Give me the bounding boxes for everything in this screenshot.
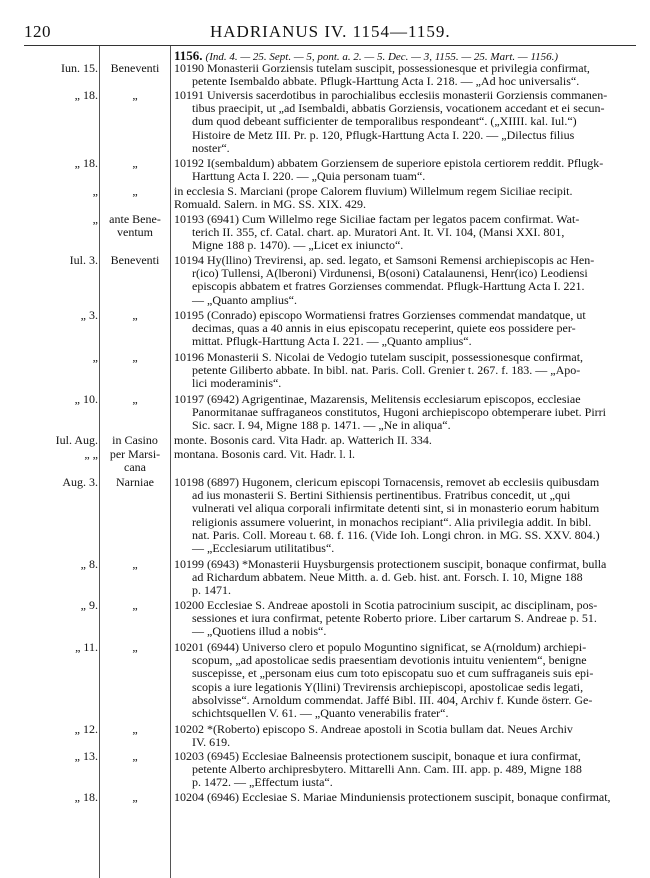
entry-text-line: monte. Bosonis card. Vita Hadr. ap. Watterich II. 334.: [174, 434, 432, 447]
entry-text: [174, 254, 637, 307]
entry-text-line: in ecclesia S. Marciani (prope Calorem fluvium) Willelmum regem Siciliae recipit.: [174, 185, 573, 198]
entry-place: [101, 309, 169, 322]
entry-text-line: tibus praecipit, ut „ad Isembaldi, abbatis Gorziensis, vocationem accedant et ei secun-: [192, 102, 605, 116]
entry-place: [101, 254, 169, 267]
entry-text-line: vulnerati vel aliqua corporali infirmitate detenti sint, si in monasterio eorum habitum: [192, 502, 600, 516]
entry-text-line: montana. Bosonis card. Vit. Hadr. l. l.: [174, 448, 356, 461]
entry-text-line: 10192 I(sembaldum) abbatem Gorziensem de superiore epistola certiorem reddit. Pflugk-: [174, 157, 604, 170]
entry-place: [101, 750, 169, 763]
entry-place: [101, 351, 169, 364]
entry-text-line: lici moderaminis“.: [192, 377, 282, 391]
entry-text-line: 10196 Monasterii S. Nicolai de Vedogio tutelam suscipit, possessionesque confirmat,: [174, 351, 584, 364]
entry-text-line: ad ius monasterii S. Bertini Sithiensis pertinentibus. Fratribus concedit, ut „qui: [192, 489, 571, 503]
entry-place-line: „: [132, 640, 138, 654]
entry-text-line: 10195 (Conrado) episcopo Wormatiensi fratres Gorzienses commendat mandatque, ut: [174, 309, 586, 322]
entry-text-line: dum quod debeant sufficienter de temporalibus respondeant“. („XIIII. kal. Iul.“): [192, 115, 577, 129]
entry-text-line: 10200 Ecclesiae S. Andreae apostoli in Scotia patrocinium suscipit, ac disciplinam, pos-: [174, 599, 598, 612]
entry-place: [101, 791, 169, 804]
entry-date: Iul. Aug.: [55, 433, 98, 447]
entry-text-line: ad Richardum abbatem. Neue Mitth. a. d. Geb. hist. ant. Forsch. I. 10, Migne 188: [192, 571, 583, 585]
entry-date: Iun. 15.: [61, 61, 98, 75]
entry-text-line: terich II. 355, cf. Catal. chart. ap. Muratori Ant. It. VI. 104, (Mansi XXI. 801,: [192, 226, 565, 240]
entry-place-line: „: [132, 598, 138, 612]
entry-text: [174, 476, 637, 555]
entry-date: „ 13.: [74, 749, 98, 763]
entry-place-line: cana: [124, 460, 146, 475]
column-divider-date: [99, 46, 100, 878]
entry-text-line: 10190 Monasterii Gorziensis tutelam suscipit, possessionesque et privilegia confirmat,: [174, 62, 590, 75]
entry-text: [174, 558, 637, 598]
entry-text: [174, 448, 637, 461]
entry-place-line: „: [132, 722, 138, 736]
page-number: 120: [24, 22, 51, 41]
entry-text-line: petente Isembaldo abbate. Pflugk-Harttung Acta I. 218. — „Ad hoc universalis“.: [192, 75, 580, 89]
entry-place: [101, 434, 169, 447]
entry-text-line: mittat. Pflugk-Harttung Acta I. 221. — „Quanto amplius“.: [192, 335, 472, 349]
entry-date: „ 18.: [74, 790, 98, 804]
entry-text-line: Romuald. Salern. in MG. SS. XIX. 429.: [174, 198, 366, 212]
entry-date: „: [92, 184, 98, 198]
entry-text-line: Histoire de Metz III. Pr. p. 120, Pflugk-Harttung Acta I. 220. — „Dilectus filius: [192, 128, 575, 142]
running-header: [0, 22, 650, 42]
entry-text: [174, 351, 637, 391]
entry-text-line: — „Quanto amplius“.: [192, 293, 297, 307]
entry-date: „ „: [84, 447, 98, 461]
entry-place: [101, 89, 169, 102]
entry-text-line: nat. Paris. Coll. Moreau t. 68. f. 116. (Vide Ioh. Longi chron. in MG. SS. XXV. 804.): [192, 528, 600, 542]
entry-text-line: religionis assumere voluerint, in monachos recipiant“. Alia privilegia addit. In bibl.: [192, 515, 592, 529]
entry-text-line: r(ico) Tullensi, A(lberoni) Virdunensi, B(osoni) Catalaunensi, Henr(ico) Leodiensi: [192, 267, 588, 281]
entry-text-line: Panormitanae suffraganeos constitutos, Hugoni archiepiscopo obtemperare iubet. Pirri: [192, 406, 606, 420]
year-number: 1156.: [174, 48, 203, 63]
entry-text: [174, 393, 637, 433]
entry-text-line: p. 1471.: [192, 584, 231, 598]
entry-date: „ 18.: [74, 88, 98, 102]
entry-date: „ 8.: [80, 557, 98, 571]
entry-text-line: decimas, quas a 40 annis in eius episcopatu receperint, quiete eos possidere per-: [192, 322, 576, 336]
entry-text-line: p. 1472. — „Effectum iusta“.: [192, 776, 333, 790]
year-details: (Ind. 4. — 25. Sept. — 5, pont. a. 2. — 5. Dec. — 3, 1155. — 25. Mart. — 1156.): [205, 51, 559, 63]
entry-text-line: scopum, „ad apostolicae sedis praesentiam devotionis intuitu venientem“, benigne: [192, 654, 587, 668]
entry-text: [174, 750, 637, 790]
entry-text-line: suscepisse, et „personam eius cum toto episcopatu suo et cum suffraganeis suis epi-: [192, 667, 594, 681]
entry-place: [101, 448, 169, 474]
entry-text-line: 10193 (6941) Cum Willelmo rege Siciliae factam per legatos pacem confirmat. Wat-: [174, 213, 580, 226]
entry-place-line: „: [132, 308, 138, 322]
entry-place-line: per Marsi-: [109, 447, 161, 461]
entry-text: [174, 89, 637, 155]
entry-date: Aug. 3.: [62, 475, 98, 489]
header-rule: [24, 45, 636, 46]
entry-place-line: ventum: [117, 225, 153, 240]
entry-text-line: IV. 619.: [192, 736, 231, 750]
entry-place: [101, 213, 169, 239]
entry-text-line: 10203 (6945) Ecclesiae Balneensis protectionem suscipit, bonaque et iura confirmat,: [174, 750, 581, 763]
entry-place: [101, 393, 169, 406]
entry-place: [101, 185, 169, 198]
entry-place-line: „: [132, 350, 138, 364]
entry-text: [174, 434, 637, 447]
entry-text-line: 10199 (6943) *Monasterii Huysburgensis protectionem suscipit, bonaque confirmat, bulla: [174, 558, 607, 571]
column-divider-place: [170, 46, 171, 878]
entry-place: [101, 157, 169, 170]
entry-date: Iul. 3.: [69, 253, 98, 267]
entry-text-line: sessiones et iura confirmat, petente Roberto priore. Liber cartarum S. Andreae p. 51.: [192, 612, 597, 626]
entry-place-line: „: [132, 156, 138, 170]
entry-text-line: absolvisse“. Arnoldum commendat. Jaffé Bibl. III. 404, Archiv f. Kunde österr. Ge-: [192, 693, 593, 707]
entry-text-line: petente Alberto archipresbytero. Mittarelli Ann. Cam. III. app. p. 489, Migne 188: [192, 763, 582, 777]
entry-text-line: 10194 Hy(llino) Trevirensi, ap. sed. legato, et Samsoni Remensi archiepiscopis ac Hen-: [174, 254, 595, 267]
entry-text: [174, 791, 637, 804]
entry-place-line: Beneventi: [110, 61, 160, 75]
entry-text-line: episcopis abbatem et fratres Gorzienses commendat. Pflugk-Harttung Acta I. 221.: [192, 280, 585, 294]
entry-text: [174, 723, 637, 749]
entry-place-line: Beneventi: [110, 253, 160, 267]
entry-date: „: [92, 212, 98, 226]
entry-text-line: — „Ecclesiarum utilitatibus“.: [192, 542, 335, 556]
entry-text-line: Harttung Acta I. 220. — „Quia personam tuam“.: [192, 170, 426, 184]
entry-text-line: noster“.: [192, 141, 230, 155]
entry-date: „ 10.: [74, 392, 98, 406]
entry-place-line: „: [132, 184, 138, 198]
entry-place-line: „: [132, 557, 138, 571]
entry-text-line: — „Quotiens illud a nobis“.: [192, 625, 327, 639]
entry-place: [101, 723, 169, 736]
entry-place-line: „: [132, 749, 138, 763]
entry-place-line: Narniae: [116, 475, 154, 489]
entry-place: [101, 599, 169, 612]
entry-date: „ 9.: [80, 598, 98, 612]
entry-text-line: 10198 (6897) Hugonem, clericum episcopi Tornacensis, removet ab ecclesiis quibusdam: [174, 476, 600, 489]
entry-date: „: [92, 350, 98, 364]
entry-date: „ 3.: [80, 308, 98, 322]
entry-text: [174, 213, 637, 253]
entry-text: [174, 62, 637, 88]
entry-place-line: „: [132, 88, 138, 102]
entry-text-line: 10202 *(Roberto) episcopo S. Andreae apostoli in Scotia bullam dat. Neues Archiv: [174, 723, 573, 736]
entry-place-line: „: [132, 790, 138, 804]
entry-place-line: ante Bene-: [109, 212, 161, 226]
entry-date: „ 11.: [75, 640, 98, 654]
entry-place: [101, 641, 169, 654]
entry-text-line: petente Giliberto abbate. In bibl. nat. Paris. Coll. Grenier t. 267. f. 183. — „Apo-: [192, 364, 581, 378]
entry-date: „ 12.: [74, 722, 98, 736]
entry-place-line: „: [132, 392, 138, 406]
entry-text-line: scopis a iure legationis Y(llini) Trevirensis archiepiscopi, apostolicae sedis legati,: [192, 680, 584, 694]
entry-place: [101, 62, 169, 75]
entry-place: [101, 558, 169, 571]
entry-date: „ 18.: [74, 156, 98, 170]
entry-text-line: 10197 (6942) Agrigentinae, Mazarensis, Melitensis ecclesiarum episcopos, ecclesiae: [174, 393, 581, 406]
entry-text-line: schichtsquellen V. 61. — „Quanto venerabilis frater“.: [192, 707, 449, 721]
entry-text: [174, 599, 637, 639]
entry-text-line: 10191 Universis sacerdotibus in parochialibus ecclesiis monasterii Gorziensis commanen-: [174, 89, 608, 102]
entry-text-line: 10204 (6946) Ecclesiae S. Mariae Minduniensis protectionem suscipit, bonaque confirmat,: [174, 791, 611, 804]
running-title: HADRIANUS IV. 1154—1159.: [210, 22, 451, 41]
entry-place: [101, 476, 169, 489]
entry-text: [174, 157, 637, 183]
entry-text: [174, 185, 637, 211]
entry-place-line: in Casino: [112, 433, 158, 447]
entry-text-line: Migne 188 p. 1470). — „Licet ex iniuncto“.: [192, 239, 404, 253]
entry-text-line: 10201 (6944) Universo clero et populo Moguntino significat, se A(rnoldum) archiepi-: [174, 641, 587, 654]
entry-text-line: Sic. sacr. I. 94, Migne 188 p. 1471. — „Ne in aliqua“.: [192, 419, 451, 433]
entry-text: [174, 309, 637, 349]
entry-text: [174, 641, 637, 720]
